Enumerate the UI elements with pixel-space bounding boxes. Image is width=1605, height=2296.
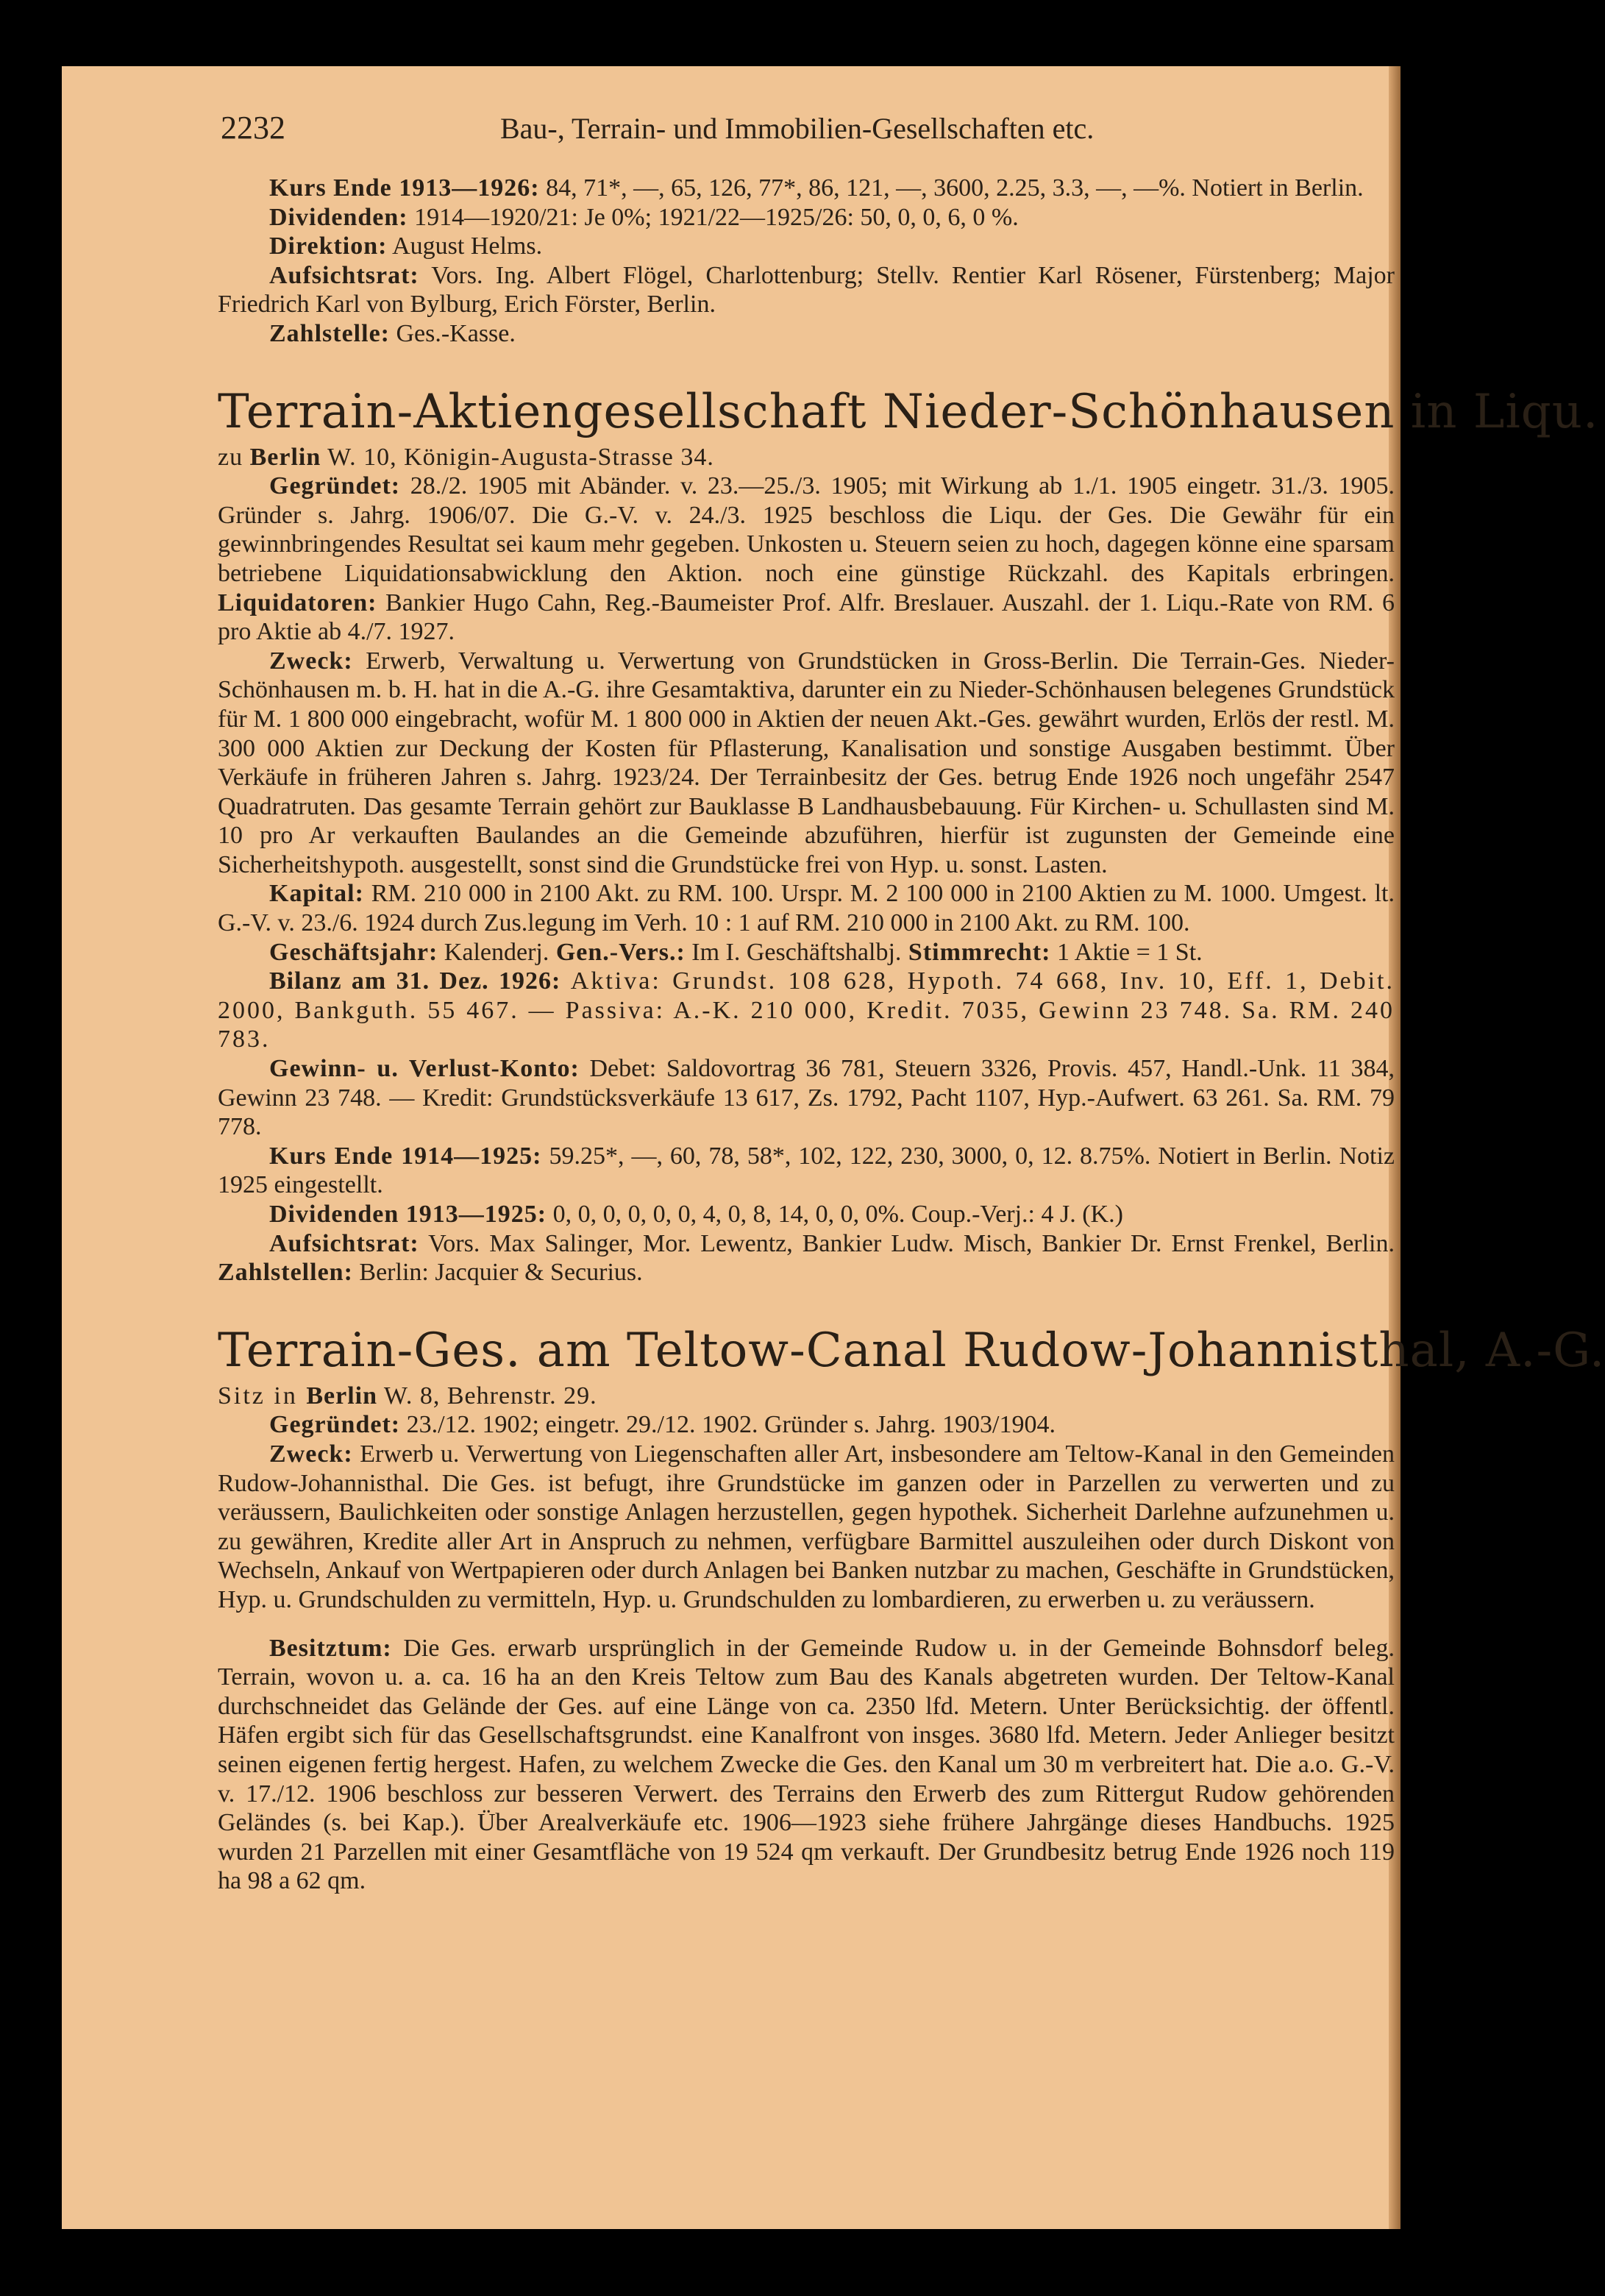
c1-geschaeftsjahr-paragraph [218, 938, 1395, 967]
paragraph-gap [218, 1615, 1395, 1634]
page-number: 2232 [221, 110, 285, 146]
c1-kurs-text: 59.25*, —, 60, 78, 58*, 102, 122, 230, 3000, 0, 12. 8.75%. Notiert in Berlin. Notiz 1925 eingestellt. [218, 1142, 1395, 1199]
prev-aufsichtsrat-text: Vors. Ing. Albert Flögel, Charlottenburg; Stellv. Rentier Karl Rösener, Fürstenberg; Major Friedrich Karl von Bylburg, Erich Förster, Berlin. [218, 261, 1395, 319]
c1-dividenden-paragraph [218, 1200, 1395, 1229]
running-title: Bau-, Terrain- und Immobilien-Gesellschaften etc. [500, 112, 1095, 145]
c1-gegruendet-paragraph [218, 472, 1395, 647]
book-page [62, 66, 1605, 2229]
page-content [218, 174, 1605, 1896]
c1-genvers-text: Im I. Geschäftshalbj. [685, 938, 902, 966]
c1-aufsichtsrat-text: Vors. Max Salinger, Mor. Lewentz, Bankier Ludw. Misch, Bankier Dr. Ernst Frenkel, Berlin. [419, 1229, 1395, 1257]
c2-zweck-paragraph [218, 1440, 1395, 1615]
c1-bilanz-label: Bilanz am 31. Dez. 1926: [269, 967, 561, 995]
prev-zahlstelle-text: Ges.-Kasse. [389, 319, 516, 347]
c1-bilanz-paragraph [218, 967, 1395, 1054]
company2-address-pre: Sitz in [218, 1382, 307, 1410]
company2-address-post: W. 8, Behrenstr. 29. [377, 1382, 597, 1410]
prev-aufsichtsrat-paragraph [218, 261, 1395, 319]
prev-kurs-label: Kurs Ende 1913—1926: [269, 174, 540, 202]
c1-zweck-label: Zweck: [269, 647, 353, 675]
company2-address [218, 1382, 1395, 1411]
prev-direktion-label: Direktion: [269, 232, 388, 260]
running-header [221, 110, 1368, 146]
c1-dividenden-label: Dividenden 1913—1925: [269, 1201, 547, 1228]
company1-city: Berlin [249, 443, 321, 471]
c1-guv-text: Debet: Saldovortrag 36 781, Steuern 3326, Provis. 457, Handl.-Unk. 11 384, Gewinn 23 748. — Kredit: Grundstücksverkäufe 13 617, Zs. 1792, Pacht 1107, Hyp.-Aufwert. 63 261. Sa. RM. 79 778. [218, 1055, 1395, 1141]
company1-address [218, 443, 1395, 472]
prev-zahlstelle-label: Zahlstelle: [269, 319, 390, 347]
c1-zahlstellen-text: Berlin: Jacquier & Securius. [352, 1259, 643, 1287]
c1-geschaeftsjahr-text: Kalenderj. [438, 938, 549, 966]
company1-address-post: W. 10, Königin-Augusta-Strasse 34. [321, 443, 714, 471]
c1-kapital-text: RM. 210 000 in 2100 Akt. zu RM. 100. Urspr. M. 2 100 000 in 2100 Aktien zu M. 1000. Umgest. lt. G.-V. v. 23./6. 1924 durch Zus.legung im Verh. 10 : 1 auf RM. 210 000 in 2100 Akt. zu RM. 100. [218, 880, 1395, 937]
c1-stimmrecht-text: 1 Aktie = 1 St. [1050, 938, 1203, 966]
c2-gegruendet-paragraph [218, 1410, 1395, 1440]
c1-gegruendet-label: Gegründet: [269, 472, 401, 500]
prev-dividenden-paragraph [218, 203, 1395, 232]
prev-zahlstelle-paragraph [218, 319, 1395, 349]
c2-besitztum-paragraph [218, 1634, 1395, 1896]
c1-liquidatoren-label: Liquidatoren: [218, 589, 377, 616]
c2-gegruendet-text: 23./12. 1902; eingetr. 29./12. 1902. Gründer s. Jahrg. 1903/1904. [400, 1411, 1056, 1439]
c1-guv-label: Gewinn- u. Verlust-Konto: [269, 1055, 580, 1083]
c2-besitztum-text: Die Ges. erwarb ursprünglich in der Gemeinde Rudow u. in der Gemeinde Bohnsdorf beleg. Terrain, wovon u. a. ca. 16 ha an den Kreis Teltow zum Bau des Kanals abgetreten wurden. Der Teltow-Kanal durchschneidet das Gelände der Ges. auf eine Länge von ca. 2350 lfd. Metern. Unter Berücksichtig. der öffentl. Häfen ergibt sich für das Gesellschaftsgrundst. eine Kanalfront von insges. 3680 lfd. Metern. Jeder Anlieger besitzt seinen eigenen fertig hergest. Hafen, zu welchem Zwecke die Ges. den Kanal um 30 m verbreitert hat. Die a.o. G.-V. v. 17./12. 1906 beschloss zur besseren Verwert. des Terrains den Erwerb des zum Rittergut Rudow gehörenden Geländes (s. bei Kap.). Über Arealverkäufe etc. 1906—1923 siehe frühere Jahrgänge dieses Handbuchs. 1925 wurden 21 Parzellen mit einer Gesamtfläche von 19 524 qm verkauft. Der Grundbesitz betrug Ende 1926 noch 119 ha 98 a 62 qm. [218, 1634, 1395, 1895]
c2-zweck-label: Zweck: [269, 1440, 353, 1468]
c2-zweck-text: Erwerb u. Verwertung von Liegenschaften aller Art, insbesondere am Teltow-Kanal in den Gemeinden Rudow-Johannisthal. Die Ges. ist befugt, ihre Grundstücke im ganzen oder in Parzellen zu verwerten und zu veräussern, Baulichkeiten oder sonstige Anlagen herzustellen, gegen hypothek. Sicherheit Darlehne aufzunehmen u. zu gewähren, Kredite aller Art in Anspruch zu nehmen, verfügbare Barmittel auszuleihen oder durch Diskont von Wechseln, Ankauf von Wertpapieren oder durch Anlagen bei Banken nutzbar zu machen, Geschäfte in Grundstücken, Hyp. u. Grundschulden zu vermitteln, Hyp. u. Grundschulden zu lombardieren, zu erwerben u. zu veräussern. [218, 1440, 1395, 1613]
prev-direktion-paragraph [218, 232, 1395, 261]
prev-kurs-paragraph [218, 174, 1395, 203]
prev-direktion-text: August Helms. [387, 232, 543, 260]
c1-liquidatoren-text: Bankier Hugo Cahn, Reg.-Baumeister Prof. Alfr. Breslauer. Auszahl. der 1. Liqu.-Rate von RM. 6 pro Aktie ab 4./7. 1927. [218, 589, 1395, 646]
c1-aufsichtsrat-label: Aufsichtsrat: [269, 1229, 419, 1257]
c1-stimmrecht-label: Stimmrecht: [901, 938, 1051, 966]
c1-bilanz-text: Aktiva: Grundst. 108 628, Hypoth. 74 668, Inv. 10, Eff. 1, Debit. 2000, Bankguth. 55 467. — Passiva: A.-K. 210 000, Kredit. 7035, Gewinn 23 748. Sa. RM. 240 783. [218, 967, 1395, 1053]
c1-zweck-text: Erwerb, Verwaltung u. Verwertung von Grundstücken in Gross-Berlin. Die Terrain-Ges. Nieder-Schönhausen m. b. H. hat in die A.-G. ihre Gesamtaktiva, darunter ein zu Nieder-Schönhausen belegenes Grundstück für M. 1 800 000 eingebracht, wofür M. 1 800 000 in Aktien der neuen Akt.-Ges. gewährt wurden, Erlös der restl. M. 300 000 Aktien zur Deckung der Kosten für Pflasterung, Kanalisation und sonstige Ausgaben bestimmt. Über Verkäufe in früheren Jahren s. Jahrg. 1923/24. Der Terrainbesitz der Ges. betrug Ende 1926 noch ungefähr 2547 Quadratruten. Das gesamte Terrain gehört zur Bauklasse B Landhausbebauung. Für Kirchen- u. Schullasten sind M. 10 pro Ar verkauften Baulandes an die Gemeinde abzuführen, hierfür ist zugunsten der Gemeinde eine Sicherheitshypoth. ausgestellt, sonst sind die Grundstücke frei von Hyp. u. sonst. Lasten. [218, 647, 1395, 878]
c1-dividenden-text: 0, 0, 0, 0, 0, 0, 4, 0, 8, 14, 0, 0, 0%. Coup.-Verj.: 4 J. (K.) [547, 1201, 1123, 1228]
prev-dividenden-text: 1914—1920/21: Je 0%; 1921/22—1925/26: 50, 0, 0, 6, 0 %. [408, 203, 1019, 231]
c1-kurs-label: Kurs Ende 1914—1925: [269, 1142, 542, 1170]
c1-kapital-label: Kapital: [269, 880, 364, 908]
c1-genvers-label: Gen.-Vers.: [549, 938, 686, 966]
prev-kurs-text: 84, 71*, —, 65, 126, 77*, 86, 121, —, 3600, 2.25, 3.3, —, —%. Notiert in Berlin. [539, 174, 1364, 202]
c2-gegruendet-label: Gegründet: [269, 1411, 401, 1439]
c1-kapital-paragraph [218, 879, 1395, 937]
company1-address-pre: zu [218, 443, 250, 471]
c1-zahlstellen-label: Zahlstellen: [218, 1259, 353, 1287]
c1-gegruendet-text: 28./2. 1905 mit Abänder. v. 23.—25./3. 1905; mit Wirkung ab 1./1. 1905 eingetr. 31./3. 1905. Gründer s. Jahrg. 1906/07. Die G.-V. v. 24./3. 1925 beschloss die Liqu. der Ges. Die Gewähr für ein gewinnbringendes Resultat sei kaum mehr gegeben. Unkosten u. Steuern seien zu hoch, dagegen könne eine sparsam betriebene Liquidationsabwicklung den Aktion. noch eine günstige Rückzahl. des Kapitals erbringen. [218, 472, 1395, 587]
company2-title: Terrain-Ges. am Teltow-Canal Rudow-Johannisthal, A.-G. [218, 1323, 1605, 1378]
prev-aufsichtsrat-label: Aufsichtsrat: [269, 261, 419, 289]
c1-kurs-paragraph [218, 1142, 1395, 1200]
c1-zweck-paragraph [218, 647, 1395, 880]
c1-aufsichtsrat-paragraph [218, 1229, 1395, 1287]
company1-title: Terrain-Aktiengesellschaft Nieder-Schönhausen in Liqu. [218, 384, 1599, 439]
c1-guv-paragraph [218, 1054, 1395, 1142]
c2-besitztum-label: Besitztum: [269, 1634, 392, 1662]
prev-dividenden-label: Dividenden: [269, 203, 408, 231]
c1-geschaeftsjahr-label: Geschäftsjahr: [269, 938, 438, 966]
company2-city: Berlin [306, 1382, 378, 1410]
